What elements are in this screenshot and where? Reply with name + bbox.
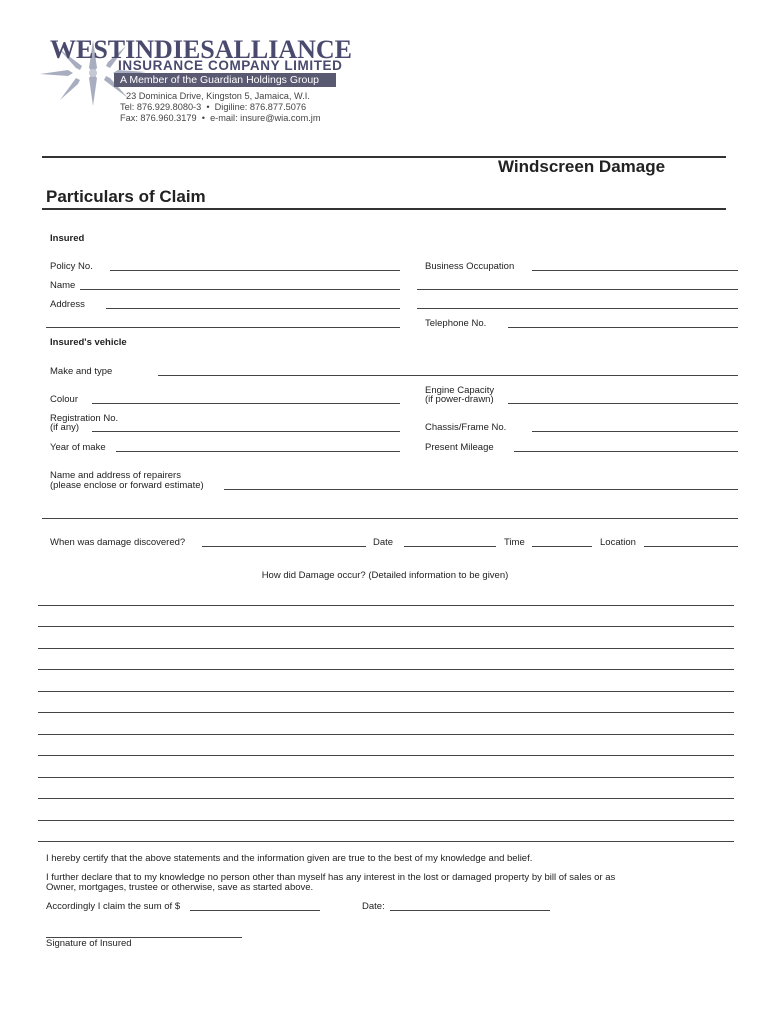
company-fax: Fax: 876.960.3179: [120, 113, 197, 123]
company-name: INSURANCE COMPANY LIMITED: [118, 58, 343, 73]
engine-capacity-field[interactable]: [508, 403, 738, 404]
when-discovered-label: When was damage discovered?: [50, 537, 186, 548]
form-heading: Particulars of Claim: [46, 187, 206, 206]
name-label: Name: [50, 280, 76, 291]
declaration-date-label: Date:: [362, 901, 385, 912]
address-field-right[interactable]: [417, 308, 738, 309]
policy-no-field[interactable]: [110, 270, 400, 271]
registration-no-label: Registration No.: [50, 413, 119, 424]
company-tel: Tel: 876.929.8080-3: [120, 102, 202, 112]
form-title: Windscreen Damage: [498, 157, 666, 176]
colour-label: Colour: [50, 394, 78, 405]
registration-no-field[interactable]: [92, 431, 400, 432]
description-line[interactable]: [38, 820, 734, 821]
contact-tel-line: [120, 102, 306, 113]
telephone-no-field[interactable]: [508, 327, 738, 328]
business-occupation-field[interactable]: [532, 270, 738, 271]
declaration-date-field[interactable]: [390, 910, 550, 911]
repairers-field[interactable]: [224, 489, 738, 490]
signature-label: Signature of Insured: [46, 938, 132, 949]
date-field[interactable]: [404, 546, 496, 547]
name-field[interactable]: [80, 289, 400, 290]
certify-statement: I hereby certify that the above statements and the information given are true to the best of my knowledge and belief.: [46, 853, 533, 864]
claim-sum-label: Accordingly I claim the sum of $: [46, 901, 181, 912]
location-field[interactable]: [644, 546, 738, 547]
when-discovered-field[interactable]: [202, 546, 366, 547]
logo-west: WEST: [50, 35, 126, 64]
year-of-make-label: Year of make: [50, 442, 106, 453]
contact-fax-line: [120, 113, 320, 124]
location-label: Location: [600, 537, 636, 548]
heading-divider: [42, 208, 726, 210]
business-occupation-label: Business Occupation: [425, 261, 515, 272]
description-line[interactable]: [38, 669, 734, 670]
description-line[interactable]: [38, 605, 734, 606]
logo-alliance: ALLIANCE: [214, 35, 352, 64]
bullet-separator: •: [206, 102, 210, 112]
chassis-frame-no-field[interactable]: [532, 431, 738, 432]
description-line[interactable]: [38, 648, 734, 649]
description-line[interactable]: [38, 755, 734, 756]
insured-section-label: Insured: [50, 233, 85, 244]
present-mileage-label: Present Mileage: [425, 442, 494, 453]
engine-capacity-note: (if power-drawn): [425, 394, 494, 405]
make-and-type-label: Make and type: [50, 366, 113, 377]
further-declaration-line-1: I further declare that to my knowledge no person other than myself has any interest in the lost or damaged property by bill of sales or as: [46, 872, 616, 883]
policy-no-label: Policy No.: [50, 261, 93, 272]
claim-sum-field[interactable]: [190, 910, 320, 911]
description-line[interactable]: [38, 777, 734, 778]
description-line[interactable]: [38, 798, 734, 799]
description-line[interactable]: [38, 626, 734, 627]
bullet-separator: •: [201, 113, 205, 123]
description-line[interactable]: [38, 841, 734, 842]
logo-indies: INDIES: [125, 35, 215, 64]
chassis-frame-no-label: Chassis/Frame No.: [425, 422, 507, 433]
further-declaration-line-2: Owner, mortgages, trustee or otherwise, save as started above.: [46, 882, 314, 893]
vehicle-section-label: Insured's vehicle: [50, 337, 127, 348]
date-label: Date: [373, 537, 394, 548]
time-field[interactable]: [532, 546, 592, 547]
address-field[interactable]: [106, 308, 400, 309]
business-occupation-field-2[interactable]: [417, 289, 738, 290]
repairers-label: Name and address of repairers: [50, 470, 181, 481]
member-banner: A Member of the Guardian Holdings Group: [114, 73, 336, 87]
repairers-note: (please enclose or forward estimate): [50, 480, 204, 491]
time-label: Time: [504, 537, 525, 548]
description-line[interactable]: [38, 691, 734, 692]
year-of-make-field[interactable]: [116, 451, 400, 452]
registration-no-note: (if any): [50, 422, 80, 433]
telephone-no-label: Telephone No.: [425, 318, 487, 329]
repairers-field-2[interactable]: [42, 518, 738, 519]
make-and-type-field[interactable]: [158, 375, 738, 376]
address-field-2[interactable]: [46, 327, 400, 328]
how-occurred-label: How did Damage occur? (Detailed information to be given): [261, 570, 509, 581]
engine-capacity-label: Engine Capacity: [425, 385, 495, 396]
description-line[interactable]: [38, 734, 734, 735]
description-line[interactable]: [38, 712, 734, 713]
present-mileage-field[interactable]: [514, 451, 738, 452]
colour-field[interactable]: [92, 403, 400, 404]
company-email: e-mail: insure@wia.com.jm: [210, 113, 321, 123]
company-address: 23 Dominica Drive, Kingston 5, Jamaica, W.I.: [126, 91, 310, 101]
company-digiline: Digiline: 876.877.5076: [214, 102, 307, 112]
address-label: Address: [50, 299, 85, 310]
